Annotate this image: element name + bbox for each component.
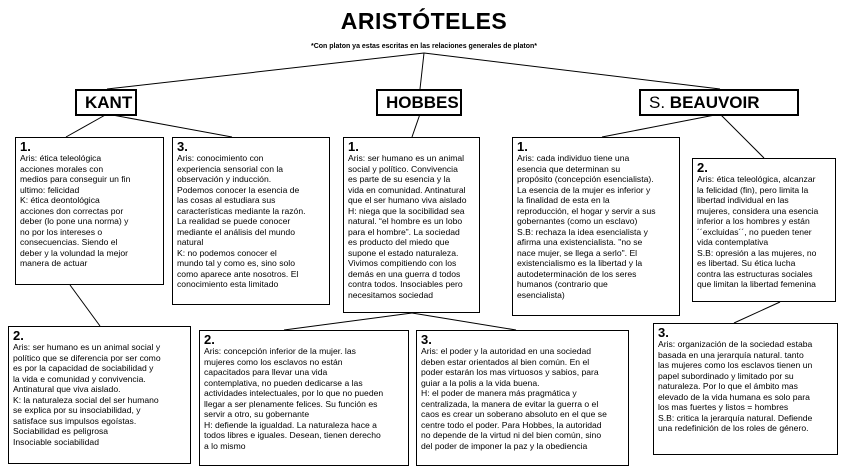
box-line: las mujeres como los esclavos tienen un [658,360,813,370]
line-h1-h3 [412,313,516,330]
box-line: Antinatural que viva aislado. [13,384,121,394]
box-line: para el hombre”. La sociedad [348,226,460,237]
line-hobbes-h1 [412,114,420,137]
box-line: social y político. Convivencia [348,163,458,174]
box-line: Sociabilidad es peligrosa [13,426,109,436]
line-title-hobbes [420,53,424,89]
line-kant-k1 [66,114,107,137]
line-title-kant [107,53,424,89]
box-line: humanos (contrario que [517,279,608,289]
box-line: los mas fuertes y listos = hombres [658,402,789,412]
box-line: medios para conseguir un fin [20,174,131,184]
box-line: reproducción, el hogar y servir a sus [517,205,656,216]
box-line: Aris: organización de la sociedad estaba [658,339,813,349]
box-line: del poder de imponer la paz y la obediencia [421,440,588,451]
box-line: Aris: ética teleológica, alcanzar [697,174,816,184]
header-beauvoir-name: BEAUVOIR [669,93,760,112]
box-number: 2. [13,328,24,343]
box-line: propósito (concepción esencialista). [517,174,654,184]
box-line: naturaleza. Por lo que el ámbito mas [658,381,798,391]
box-line: mujeres, considera una esencia [697,205,819,216]
box-line: afirma una existencialista. "no se [517,237,643,247]
box-beauvoir-3 [653,323,838,455]
box-line: autodeterminación de los seres [517,268,637,279]
box-line: no depende de la virtud ni del bien común, sino [421,430,602,440]
page-subtitle: *Con platon ya estas escritas en las relaciones generales de platon* [310,43,538,50]
box-line: manera de actuar [20,258,88,268]
box-line: deben estar orientados al bien común. En el [421,356,590,367]
box-line: Aris: ser humano es un animal [348,153,465,163]
box-line: la finalidad de esta en la [517,195,610,205]
box-line: Aris: ser humano es un animal social y [13,342,161,352]
box-hobbes-3 [416,330,629,466]
box-line: K: la naturaleza social del ser humano [13,394,159,405]
box-number: 3. [421,332,432,347]
box-line: acciones don correctas por [20,205,124,216]
box-number: 1. [20,139,31,154]
header-kant [75,89,137,116]
box-hobbes-1 [343,137,480,313]
box-line: observación y inducción. [177,174,272,184]
box-line: Insociable sociabilidad [13,436,99,447]
box-number: 1. [348,139,359,154]
box-line: consecuencias. Siendo el [20,237,118,247]
box-line: S.B: opresión a las mujeres, no [697,247,817,258]
box-line: que el ser humano viva aislado [348,195,467,205]
box-line: La realidad se puede conocer [177,216,291,226]
box-line: capacitados para llevar una vida [204,367,328,377]
box-line: es por la capacidad de sociabilidad y [13,363,154,373]
box-line: nace mujer, se llega a serlo". El [517,247,638,258]
line-title-beauvoir [424,53,720,89]
box-line: necesitamos sociedad [348,289,434,300]
box-line: es libertad. Su ética lucha [697,258,796,268]
header-hobbes-label: HOBBES [386,93,459,112]
line-k1-k2 [70,285,100,326]
header-kant-label: KANT [85,93,133,112]
box-line: papel subordinado y limitado por su [658,370,794,381]
box-line: La esencia de la mujer es inferior y [517,184,651,195]
box-line: vida en comunidad. Antinatural [348,184,466,195]
box-line: Podemos conocer la esencia de [177,184,300,195]
box-line: conocimiento esta limitado [177,279,279,289]
box-line: elevado de la vida humana es solo para [658,391,810,402]
box-line: natural. “el hombre es un lobo [348,216,463,226]
box-line: llegar a ser plenamente felices. Su función es [204,398,378,409]
header-beauvoir-prefix: S. [649,93,670,112]
box-line: mediante el análisis del mundo [177,226,295,237]
box-line: esencialista) [517,289,565,300]
box-number: 2. [204,332,215,347]
box-line: libertad individual en las [697,195,789,205]
box-line: Aris: ética teleológica [20,153,102,163]
box-line: centre todo el poder. Para Hobbes, la autoridad [421,419,602,430]
box-line: acciones morales con [20,163,104,174]
box-number: 2. [697,160,708,175]
box-line: contra todos. Insociables pero [348,279,463,289]
box-number: 3. [177,139,188,154]
box-line: la felicidad (fin), pero limita la [697,184,809,195]
box-line: natural [177,237,204,247]
box-line: poder estarán los mas virtuosos y sabios, para [421,367,599,377]
box-line: características mediante la razón. [177,205,306,216]
box-line: supone el estado naturaleza. [348,247,459,258]
box-kant-1 [15,137,164,285]
line-kant-k3 [107,114,232,137]
line-h1-h2 [284,313,412,330]
box-line: es parte de su esencia y la [348,174,451,184]
box-line: basada en una jerarquía natural. tanto [658,349,804,360]
box-line: gobernantes (como un esclavo) [517,216,638,226]
page-title: ARISTÓTELES [340,8,508,34]
line-beauvoir-b2 [720,114,764,158]
box-line: Aris: cada individuo tiene una [517,153,630,163]
box-line: satisface sus impulsos egoístas. [13,415,137,426]
box-kant-2 [8,326,191,464]
box-line: actividades intelectuales, por lo que no pueden [204,388,384,398]
box-line: se explica por su insociabilidad, y [13,405,141,415]
box-line: experiencia sensorial con la [177,163,284,174]
box-line: centralizada, la manera de evitar la guerra o el [421,398,599,409]
box-beauvoir-1 [512,137,680,316]
box-line: vida contemplativa [697,237,769,247]
box-line: Aris: concepción inferior de la mujer. las [204,346,356,356]
box-line: mujeres como los esclavos no están [204,356,343,367]
box-line: H: niega que la socibilidad sea [348,205,465,216]
box-line: las cosas al estudiara sus [177,195,276,205]
box-line: Aris: conocimiento con [177,153,264,163]
box-line: que limitan la libertad femenina [697,279,816,289]
box-line: S.B: rechaza la idea esencialista y [517,226,648,237]
box-line: no por los intereses o [20,226,103,237]
line-beauvoir-b1 [602,114,720,137]
box-line: K: no podemos conocer el [177,247,277,258]
box-line: contemplativa, no pueden dedicarse a las [204,377,363,388]
box-line: guiar a la polis a la vida buena. [421,377,540,388]
box-line: político que se diferencia por ser como [13,352,161,363]
box-line: H: el poder de manera más pragmática y [421,388,577,398]
box-hobbes-2 [199,330,409,466]
box-line: inferior a los hombres y están [697,216,810,226]
box-line: ´´excluidas´´, no pueden tener [697,226,812,237]
box-line: esencia que determinan su [517,163,621,174]
box-beauvoir-2 [692,158,836,302]
box-line: existencialismo es la libertad y la [517,258,643,268]
box-line: una redefinición de los roles de género. [658,423,809,433]
box-line: H: defiende la igualdad. La naturaleza hace a [204,419,377,430]
box-line: todos libres e iguales. Desean, tienen derecho [204,430,381,440]
box-line: mundo tal y como es, sino solo [177,258,295,268]
box-line: S.B: critica la jerarquía natural. Defiende [658,412,813,423]
box-number: 1. [517,139,528,154]
box-kant-3 [172,137,330,305]
box-line: servir a otro, su gobernante [204,409,310,419]
line-b2-b3 [734,302,780,323]
box-line: demás en una guerra d todos [348,268,461,279]
box-line: deber y la volundad la mejor [20,247,128,258]
header-hobbes [376,89,462,116]
header-beauvoir [639,89,799,116]
box-line: deber (lo pone una norma) y [20,216,129,226]
box-line: a lo mismo [204,440,246,451]
box-number: 3. [658,325,669,340]
box-line: como aparece ante nosotros. El [177,268,299,279]
box-line: caos es crear un soberano absoluto en el que se [421,409,607,419]
box-line: la vida e comunidad y convivencia. [13,373,146,384]
box-line: contra las estructuras sociales [697,268,813,279]
box-line: Vivimos compitiendo con los [348,258,457,268]
box-line: ultimo: felicidad [20,184,80,195]
box-line: K: ética deontológica [20,195,100,205]
box-line: Aris: el poder y la autoridad en una sociedad [421,346,592,356]
box-line: es producto del miedo que [348,237,450,247]
